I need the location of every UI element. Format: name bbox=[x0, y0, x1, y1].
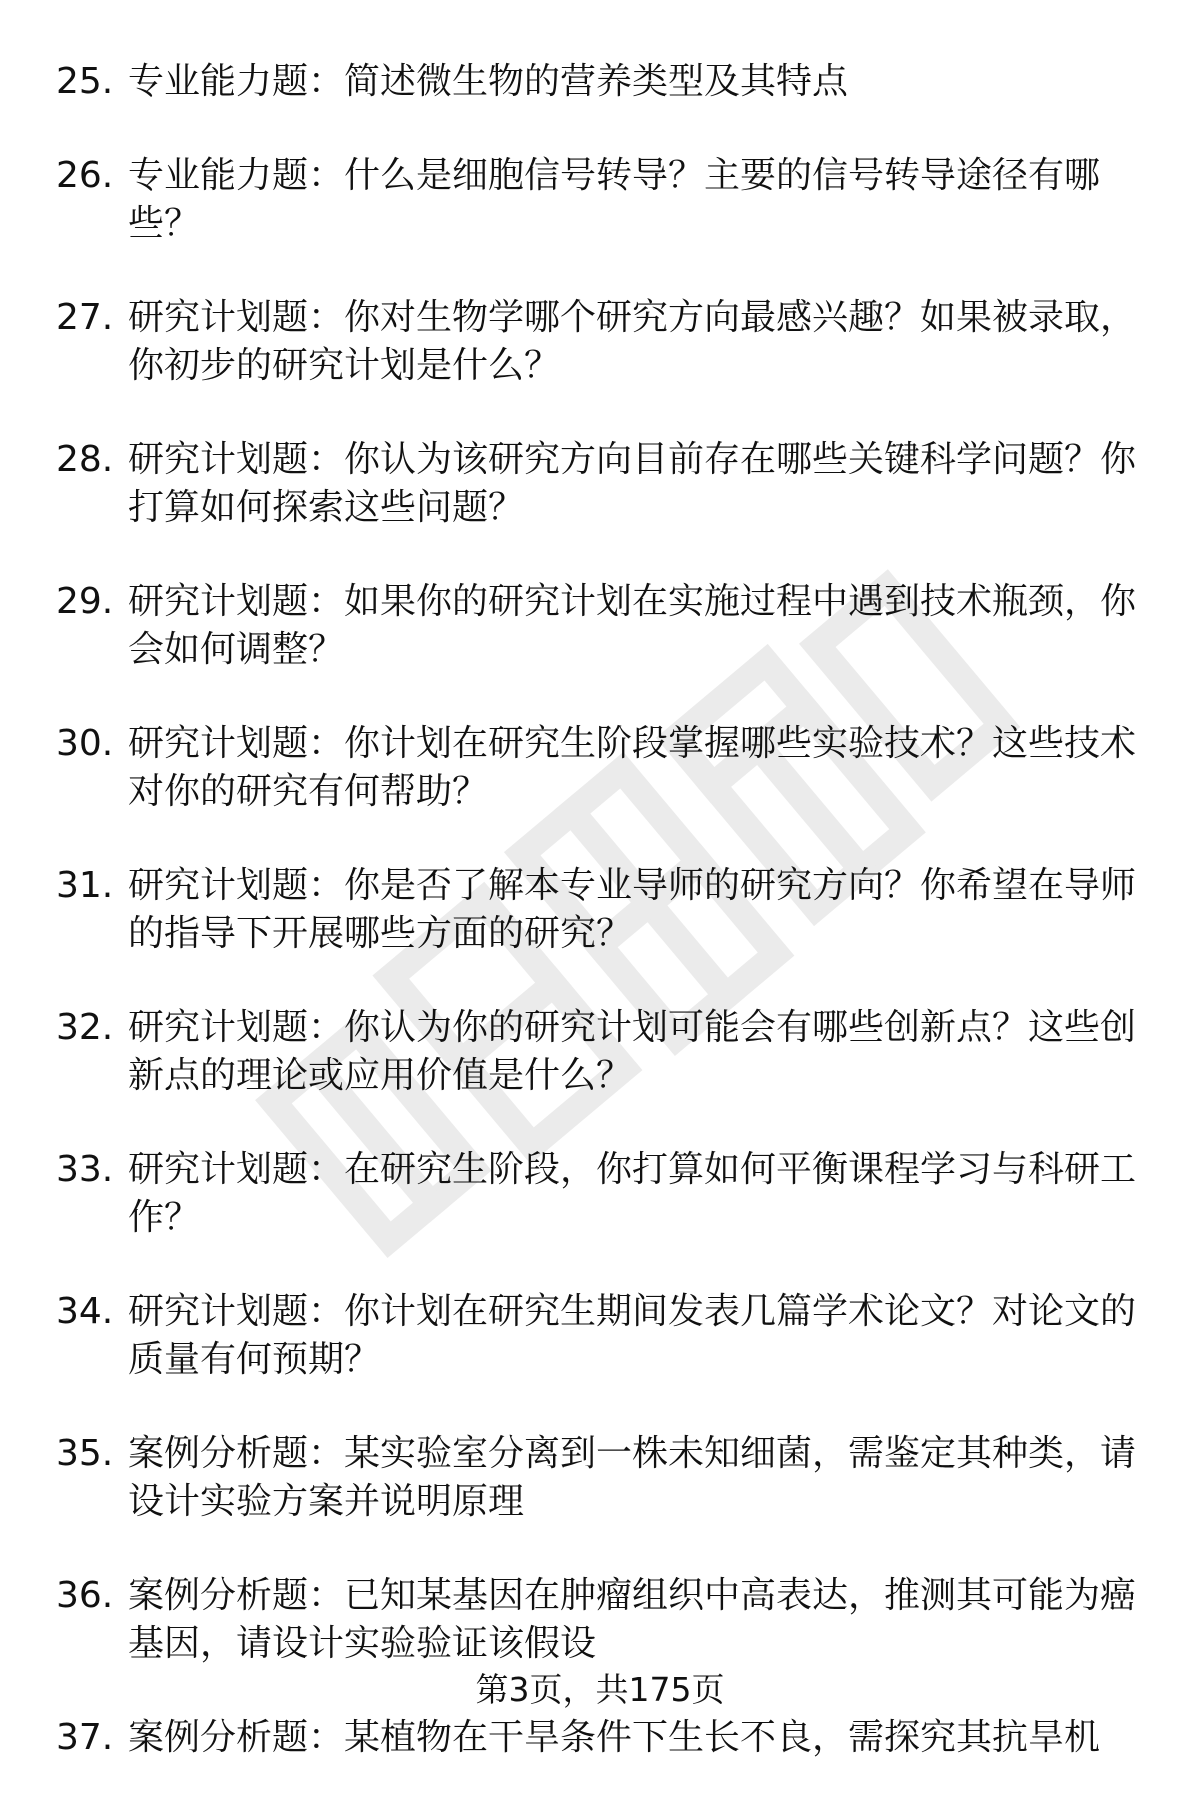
question-number: 32. bbox=[56, 1007, 114, 1048]
question-number: 27. bbox=[56, 297, 114, 338]
page-number-footer: 第3页，共175页 bbox=[475, 1670, 725, 1709]
question-text: 案例分析题：某实验室分离到一株未知细菌，需鉴定其种类，请设计实验方案并说明原理 bbox=[128, 1433, 1137, 1522]
question-number: 29. bbox=[56, 581, 114, 622]
question-text: 研究计划题：你认为该研究方向目前存在哪些关键科学问题？你打算如何探索这些问题？ bbox=[128, 439, 1137, 528]
question-item bbox=[0, 1572, 1200, 1668]
question-item bbox=[0, 1004, 1200, 1100]
question-list bbox=[0, 58, 1200, 1808]
question-text: 研究计划题：你认为你的研究计划可能会有哪些创新点？这些创新点的理论或应用价值是什么？ bbox=[128, 1007, 1137, 1096]
question-text: 案例分析题：已知某基因在肿瘤组织中高表达，推测其可能为癌基因，请设计实验验证该假设 bbox=[128, 1575, 1137, 1664]
question-item bbox=[0, 1146, 1200, 1242]
question-item bbox=[0, 152, 1200, 248]
question-text: 研究计划题：你计划在研究生阶段掌握哪些实验技术？这些技术对你的研究有何帮助？ bbox=[128, 723, 1137, 812]
question-number: 25. bbox=[56, 61, 114, 102]
question-text: 研究计划题：你是否了解本专业导师的研究方向？你希望在导师的指导下开展哪些方面的研究？ bbox=[128, 865, 1137, 954]
question-number: 37. bbox=[56, 1717, 114, 1758]
question-text: 研究计划题：你计划在研究生期间发表几篇学术论文？对论文的质量有何预期？ bbox=[128, 1291, 1137, 1380]
question-item bbox=[0, 578, 1200, 674]
question-item bbox=[0, 436, 1200, 532]
question-item bbox=[0, 294, 1200, 390]
question-text: 专业能力题：什么是细胞信号转导？主要的信号转导途径有哪些？ bbox=[128, 155, 1101, 244]
question-item bbox=[0, 58, 1200, 106]
question-text: 研究计划题：在研究生阶段，你打算如何平衡课程学习与科研工作？ bbox=[128, 1149, 1137, 1238]
question-text: 专业能力题：简述微生物的营养类型及其特点 bbox=[128, 61, 849, 102]
question-number: 34. bbox=[56, 1291, 114, 1332]
question-item bbox=[0, 1288, 1200, 1384]
question-number: 33. bbox=[56, 1149, 114, 1190]
question-number: 36. bbox=[56, 1575, 114, 1616]
question-item bbox=[0, 1430, 1200, 1526]
question-number: 35. bbox=[56, 1433, 114, 1474]
question-text: 研究计划题：如果你的研究计划在实施过程中遇到技术瓶颈，你会如何调整？ bbox=[128, 581, 1137, 670]
question-text: 研究计划题：你对生物学哪个研究方向最感兴趣？如果被录取，你初步的研究计划是什么？ bbox=[128, 297, 1137, 386]
question-text: 案例分析题：某植物在干旱条件下生长不良，需探究其抗旱机 bbox=[128, 1717, 1101, 1758]
question-number: 30. bbox=[56, 723, 114, 764]
question-item bbox=[0, 862, 1200, 958]
question-number: 28. bbox=[56, 439, 114, 480]
question-number: 31. bbox=[56, 865, 114, 906]
question-number: 26. bbox=[56, 155, 114, 196]
question-item bbox=[0, 720, 1200, 816]
